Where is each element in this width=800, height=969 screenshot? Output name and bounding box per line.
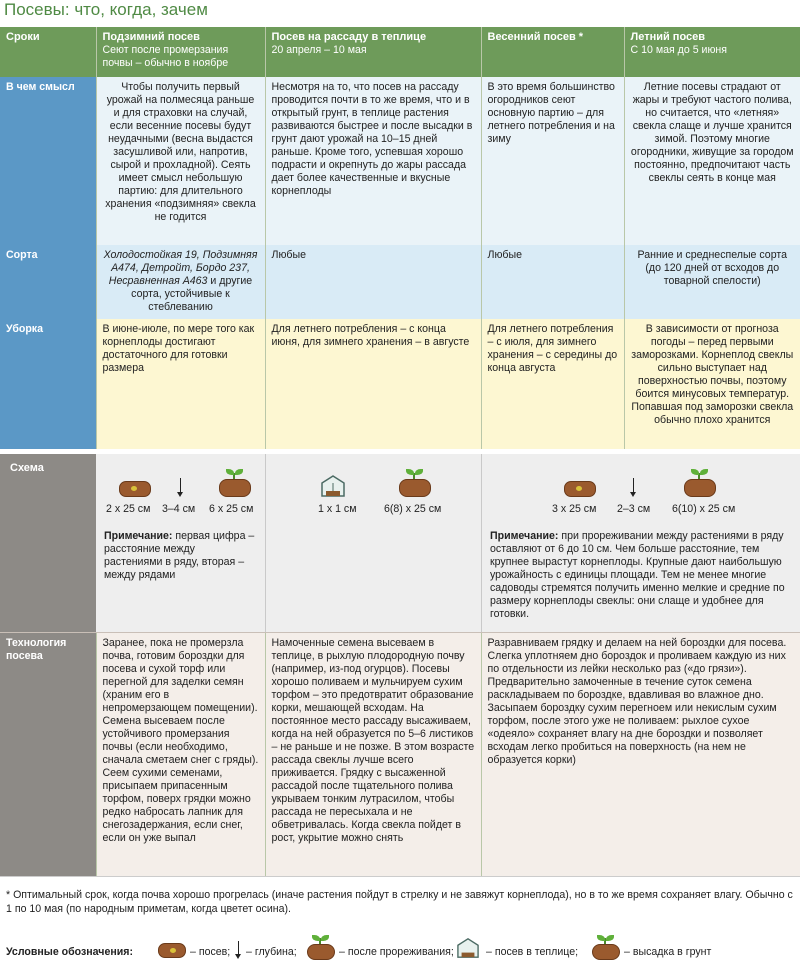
- greenhouse-icon: [456, 937, 480, 959]
- schema-note-winter: Примечание: первая цифра – расстояние между растениями в ряду, вторая – между рядами: [104, 530, 255, 581]
- cell-purpose-winter: Чтобы получить первый урожай на полмесяца раньше и для страховки на случай, если весенние посевы будут неудачными (весна выдастся засушливой или, напротив, сырой и прохладной). Сеять имеет смысл небольшую партию: для длительного хранения «подзимняя» свекла не годится: [96, 77, 265, 245]
- cell-varieties-summer: Ранние и среднеспелые сорта (до 120 дней от всходов до товарной спелости): [624, 245, 800, 319]
- spacing-label: 3 х 25 см: [552, 503, 597, 515]
- cell-technology-spring: Разравниваем грядку и делаем на ней бороздки для посева. Слегка уплотняем дно бороздок и проливаем каждую из них по отдельности из лейки несколько раз («до грязи»). Предварительно замоченные в течение суток семена раскладываем по бороздке, вдавливая во влажное дно. Засыпаем бороздку сухим перегноем или некислым сухим торфом, после этого уже не поливаем: рыхлое сухое «одеяло» сохраняет влагу на дне бороздки и позволяет всходам легко пробиться на поверхность (на нем не образуется корки): [481, 633, 800, 877]
- legend-depth: – глубина;: [246, 946, 297, 958]
- sprout-icon: [684, 479, 716, 497]
- row-harvest: [0, 319, 800, 449]
- header-spring: Весенний посев *: [481, 27, 624, 77]
- spacing-label: 6 х 25 см: [209, 503, 254, 515]
- seed-icon: [119, 481, 151, 497]
- legend-title: Условные обозначения:: [6, 946, 133, 958]
- cell-varieties-seedling: Любые: [265, 245, 481, 319]
- cell-harvest-winter: В июне-июле, по мере того как корнеплоды достигают достаточного для готовки размера: [96, 319, 265, 449]
- schema-divider: [481, 454, 482, 632]
- spacing-label: 2 х 25 см: [106, 503, 151, 515]
- transplant-icon: [592, 944, 620, 960]
- sprout-leaf-icon: [597, 935, 605, 941]
- page-title: Посевы: что, когда, зачем: [4, 0, 208, 19]
- depth-label: 2–3 см: [617, 503, 651, 515]
- sprout-icon: [307, 944, 335, 960]
- varieties-list: Холодостойкая 19, Подзимняя А474, Детройт, Бордо 237, Несравненная А463: [103, 249, 258, 287]
- spacing-label: 6(8) х 25 см: [384, 503, 442, 515]
- sprout-leaf-icon: [226, 469, 234, 475]
- spacing-label: 6(10) х 25 см: [672, 503, 736, 515]
- legend-greenhouse: – посев в теплице;: [486, 946, 579, 958]
- cell-varieties-spring: Любые: [481, 245, 624, 319]
- sprout-icon: [219, 479, 251, 497]
- sprout-leaf-icon: [312, 935, 320, 941]
- depth-arrow-icon: [180, 478, 181, 492]
- schema-section: [0, 454, 800, 632]
- cell-harvest-spring: Для летнего потребления – с июля, для зимнего хранения – с середины до конца августа: [481, 319, 624, 449]
- cell-technology-winter: Заранее, пока не промерзла почва, готовим бороздки для посева и сухой торф или перегной для заделки семян (храним его в непромерзающем помещении). Семена высеваем после устойчивого промерзания почвы (если необходимо, сначала сметаем снег с гряды). Сеем сухими семенами, присыпаем припасенным торфом, поверх грядки можно редко набросать лапник для снегозадержания, если снег, если он уже выпал: [96, 633, 265, 877]
- depth-arrow-head-icon: [630, 492, 636, 497]
- row-purpose: [0, 77, 800, 245]
- sprout-leaf-icon: [691, 469, 699, 475]
- seed-icon: [158, 943, 186, 958]
- sprout-leaf-icon: [235, 469, 243, 475]
- header-terms: Сроки: [0, 27, 96, 77]
- depth-arrow-icon: [633, 478, 634, 492]
- greenhouse-icon: [320, 474, 346, 498]
- legend-seed: – посев;: [190, 946, 231, 958]
- row-label-harvest: Уборка: [0, 319, 96, 449]
- footnote: * Оптимальный срок, когда почва хорошо прогрелась (иначе растения пойдут в стрелку и не завяжут корнеплода), но в то же время сохраняет влагу. Обычно с 1 по 10 мая (по народным приметам, когда цветет осина).: [6, 889, 793, 915]
- cell-purpose-spring: В это время большинство огородников сеют основную партию – для летнего потребления и на зиму: [481, 77, 624, 245]
- sprout-leaf-icon: [415, 469, 423, 475]
- sprout-leaf-icon: [321, 935, 329, 941]
- spacing-label: 1 х 1 см: [318, 503, 357, 515]
- cell-purpose-seedling: Несмотря на то, что посев на рассаду проводится почти в то же время, что и в открытый грунт, в теплице растения развиваются быстрее и после высадки в грунт дают урожай на 10–15 дней раньше. Кроме того, успевшая хорошо подрасти и окрепнуть до жары рассада дает более качественные и вкусные корнеплоды: [265, 77, 481, 245]
- row-label-schema: Схема: [0, 454, 96, 632]
- row-varieties: [0, 245, 800, 319]
- depth-arrow-icon: [238, 941, 239, 954]
- header-winter: Подзимний посев Сеют после промерзания почвы – обычно в ноябре: [96, 27, 265, 77]
- sprout-leaf-icon: [700, 469, 708, 475]
- sprout-leaf-icon: [406, 469, 414, 475]
- varieties-note: и другие сорта, устойчивые к стеблеванию: [131, 275, 253, 313]
- legend: [6, 935, 800, 965]
- sprout-leaf-icon: [606, 935, 614, 941]
- row-label-purpose: В чем смысл: [0, 77, 96, 245]
- row-label-varieties: Сорта: [0, 245, 96, 319]
- transplant-icon: [399, 479, 431, 497]
- header-row: [0, 27, 800, 77]
- sowing-table: [0, 27, 800, 449]
- technology-table: [0, 632, 800, 877]
- schema-divider: [265, 454, 266, 632]
- cell-harvest-seedling: Для летнего потребления – с конца июня, для зимнего хранения – в августе: [265, 319, 481, 449]
- cell-purpose-summer: Летние посевы страдают от жары и требуют частого полива, но считается, что «летняя» свекла слаще и лучше хранится зимой. Поэтому многие огородники, живущие за городом постоянно, предпочитают часть свеклы сеять в конце мая: [624, 77, 800, 245]
- depth-arrow-head-icon: [235, 954, 241, 959]
- legend-thinning: – после прореживания;: [339, 946, 454, 958]
- schema-note-spring: Примечание: при прореживании между растениями в ряду оставляют от 6 до 10 см. Чем больше расстояние, тем крупнее вырастут корнеплоды. Крупные дают наибольшую урожайность с единицы площади. Тем не менее многие садоводы стремятся получить именно мелкие и средние по размеру корнеплоды свеклы: они слаще и удобнее для готовки.: [490, 530, 785, 620]
- header-seedling: Посев на рассаду в теплице 20 апреля – 10 мая: [265, 27, 481, 77]
- depth-label: 3–4 см: [162, 503, 196, 515]
- header-summer: Летний посев С 10 мая до 5 июня: [624, 27, 800, 77]
- legend-transplant: – высадка в грунт: [624, 946, 712, 958]
- depth-arrow-head-icon: [177, 492, 183, 497]
- cell-varieties-winter: [96, 245, 265, 319]
- cell-technology-seedling: Намоченные семена высеваем в теплице, в рыхлую плодородную почву (например, из-под огурцов). Посевы хорошо поливаем и мульчируем сухим торфом – это предотвратит образование корки, мешающей всходам. На постоянное место рассаду высаживаем, когда на ней образуется по 5–6 листиков – не раньше и не позже. В этом возрасте рассада свеклы лучше всего приживается. Грядку с высаженной рассадой после тщательного полива укрываем тонким лутрасилом, чтобы рассада не пересыхала и не обветривалась. Когда свекла пойдет в рост, укрытие можно снять: [265, 633, 481, 877]
- seed-icon: [564, 481, 596, 497]
- row-label-technology: Технология посева: [0, 633, 96, 877]
- row-technology: [0, 633, 800, 877]
- cell-harvest-summer: В зависимости от прогноза погоды – перед первыми заморозками. Корнеплод свеклы сильно выступает над поверхностью почвы, поэтому боится минусовых температур. Попавшая под заморозки свекла обычно плохо хранится: [624, 319, 800, 449]
